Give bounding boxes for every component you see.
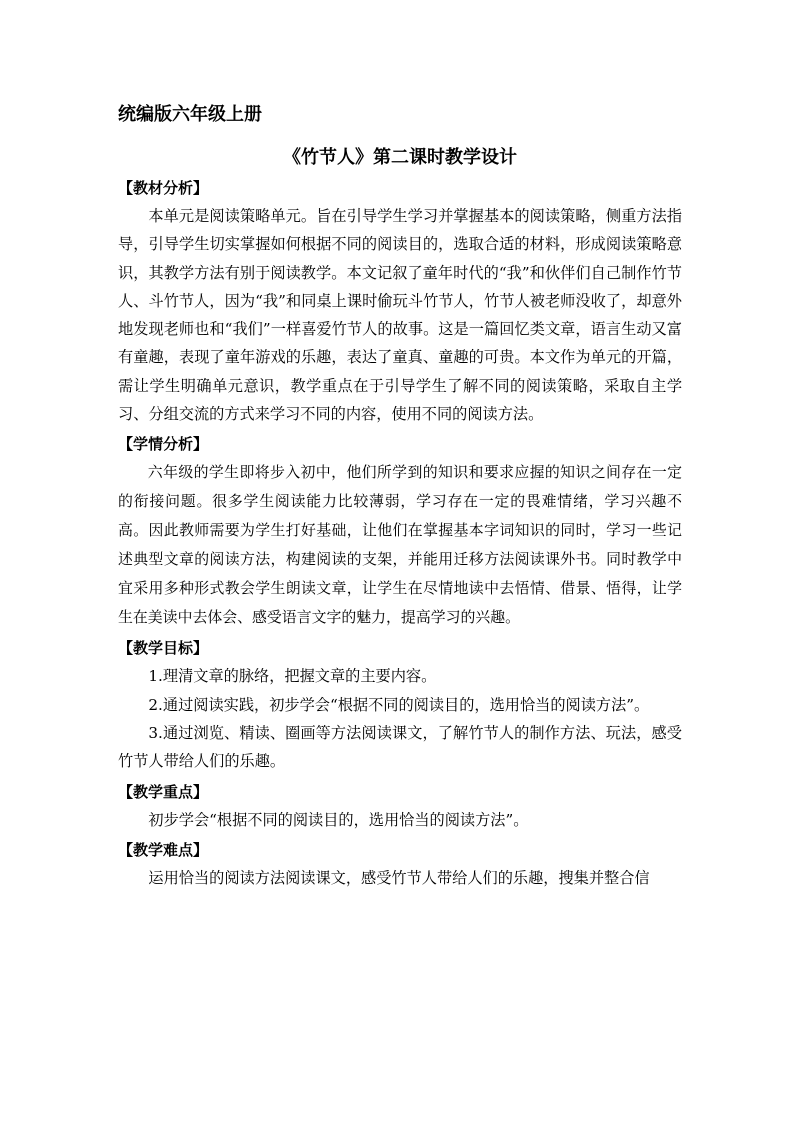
goal-item-1: 1.理清文章的脉络，把握文章的主要内容。 — [148, 667, 437, 686]
section-heading-goals: 【教学目标】 — [118, 639, 209, 658]
document-title: 《竹节人》第二课时教学设计 — [283, 147, 517, 168]
key-point-paragraph: 初步学会“根据不同的阅读目的，选用恰当的阅读方法”。 — [148, 810, 529, 829]
grade-label: 统编版六年级上册 — [118, 104, 262, 125]
section-heading-material: 【教材分析】 — [118, 179, 209, 197]
document-content — [118, 101, 682, 892]
learner-analysis-paragraph: 六年级的学生即将步入初中，他们所学到的知识和要求应握的知识之间存在一定的衔接问题。很多学生阅读能力比较薄弱，学习存在一定的畏难情绪，学习兴趣不高。因此教师需要为学生打好基础，让他们在掌握基本字词知识的同时，学习一些记述典型文章的阅读方法，构建阅读的支架，并能用迁移方法阅读课外书。同时教学中宜采用多种形式教会学生朗读文章，让学生在尽情地读中去悟情、借景、悟得，让学生在美读中去体会、感受语言文字的魅力，提高学习的兴趣。 — [118, 463, 682, 627]
section-heading-learner: 【学情分析】 — [118, 435, 209, 454]
goal-item-2: 2.通过阅读实践，初步学会“根据不同的阅读目的，选用恰当的阅读方法”。 — [148, 695, 650, 714]
difficulty-paragraph: 运用恰当的阅读方法阅读课文，感受竹节人带给人们的乐趣，搜集并整合信 — [148, 868, 650, 887]
material-analysis-paragraph: 本单元是阅读策略单元。旨在引导学生学习并掌握基本的阅读策略，侧重方法指导，引导学生切实掌握如何根据不同的阅读目的，选取合适的材料，形成阅读策略意识，其教学方法有别于阅读教学。本文记叙了童年时代的“我”和伙伴们自己制作竹节人、斗竹节人，因为“我”和同桌上课时偷玩斗竹节人，竹节人被老师没收了，却意外地发现老师也和“我们”一样喜爱竹节人的故事。这是一篇回忆类文章，语言生动又富有童趣，表现了童年游戏的乐趣，表达了童真、童趣的可贵。本文作为单元的开篇，需让学生明确单元意识，教学重点在于引导学生了解不同的阅读策略，采取自主学习、分组交流的方式来学习不同的内容，使用不同的阅读方法。 — [118, 207, 682, 424]
goal-item-3: 3.通过浏览、精读、圈画等方法阅读课文，了解竹节人的制作方法、玩法，感受竹节人带给人们的乐趣。 — [118, 723, 682, 771]
section-heading-key: 【教学重点】 — [118, 782, 209, 801]
section-heading-difficulty: 【教学难点】 — [118, 840, 209, 859]
